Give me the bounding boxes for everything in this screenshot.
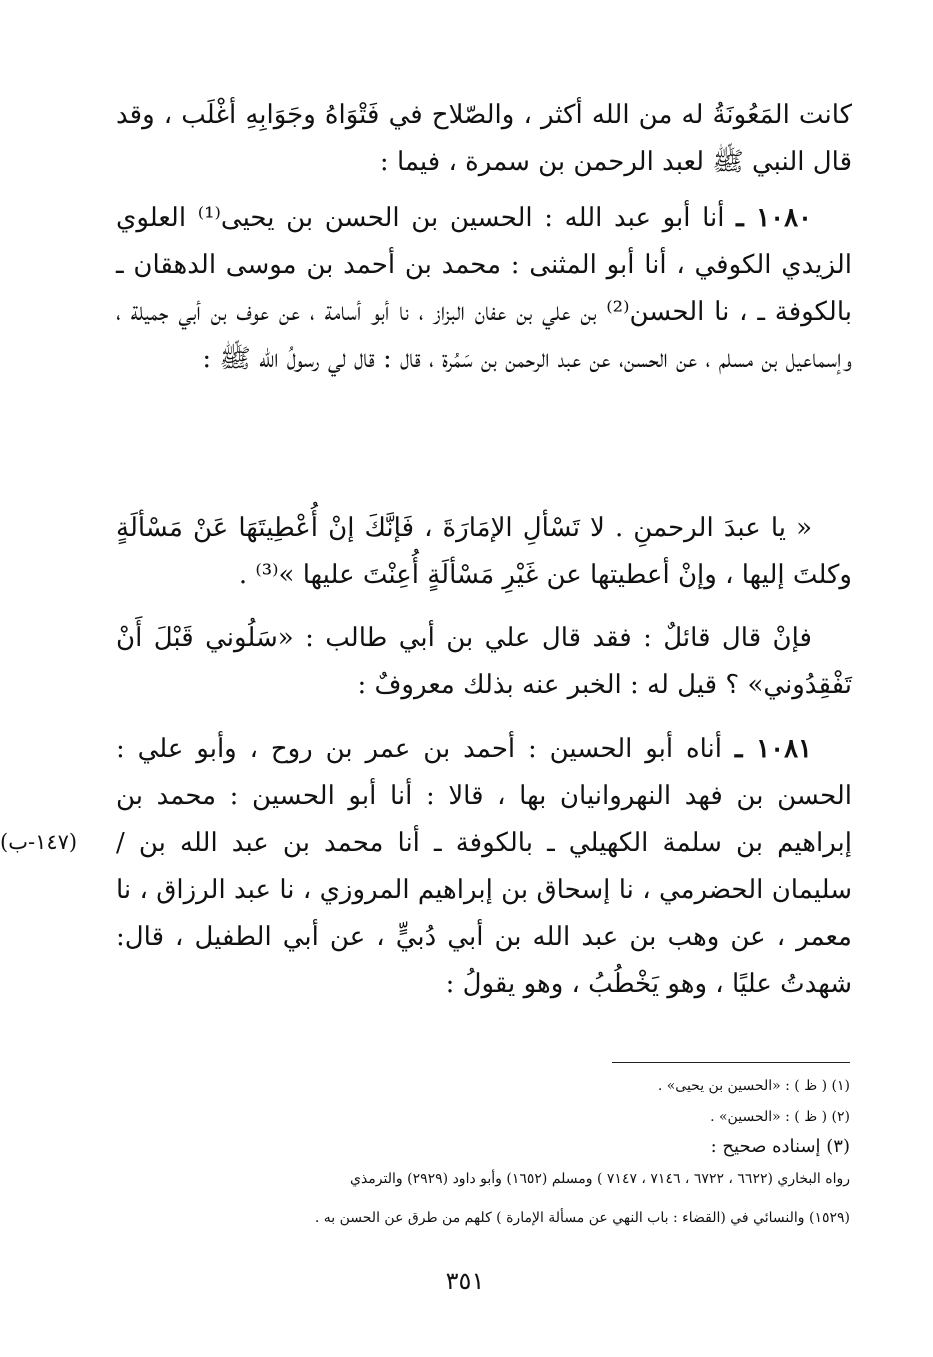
hadith-quote-text: « يا عبدَ الرحمنِ . لا تَسْألِ الإمَارَةَ ، فَإنَّكَ إنْ أُعْطِيتَهَا عَنْ مَسْألَةٍ وكلتَ إليها ، وإنْ أعطيتها عن غَيْرِ مَسْألَةٍ أُعِنْتَ عليها »⁽³⁾ . (116, 513, 852, 590)
hadith-1080-text: أنا أبو عبد الله : الحسين بن الحسن بن يحيى⁽¹⁾ العلوي الزيدي الكوفي ، أنا أبو المثنى : محمد بن أحمد بن موسى الدهقان ـ بالكوفة ـ ، نا الحسن⁽²⁾ بن علي بن عفان البزاز ، نا أبو أسامة ، عن عوف بن أبي جميلة ، وإسماعيل بن مسلم ، عن الحسن، عن عبد الرحمن بن سَمُرة ، قال : قال لي رسولُ الله ﷺ : (116, 203, 852, 374)
hadith-1080 (116, 195, 852, 383)
paragraph-question (116, 615, 852, 709)
hadith-number: ١٠٨١ ـ (734, 734, 813, 764)
manuscript-folio-marker: (١٤٧-ب) (0, 830, 78, 854)
footnote-3-heading: (٣) إسناده صحيح : (710, 1136, 850, 1157)
footnote-3-line-2: (١٥٢٩) والنسائي في (القضاء : باب النهي عن مسألة الإمارة ) كلهم من طرق عن الحسن به . (314, 1210, 850, 1226)
footnote-divider (612, 1062, 850, 1063)
paragraph-intro-text: كانت المَعُونَةُ له من الله أكثر ، والصّلاح في فَتْوَاهُ وجَوَابِهِ أغْلَب ، وقد قال النبي ﷺ لعبد الرحمن بن سمرة ، فيما : (116, 100, 852, 177)
hadith-1081-text: أناه أبو الحسين : أحمد بن عمر بن روح ، وأبو علي : الحسن بن فهد النهروانيان بها ، قالا : أنا أبو الحسين : محمد بن إبراهيم بن سلمة الكهيلي ـ بالكوفة ـ أنا محمد بن عبد الله بن / سليمان الحضرمي ، نا إسحاق بن إبراهيم المروزي ، نا عبد الرزاق ، نا معمر ، عن وهب بن عبد الله بن أبي دُبيٍّ ، عن أبي الطفيل ، قال: شهدتُ عليًا ، وهو يَخْطُبُ ، وهو يقولُ : (116, 734, 852, 999)
footnote-1: (١) ( ظ ) : «الحسين بن يحيى» . (657, 1078, 850, 1094)
footnote-3-line-1: رواه البخاري (٦٦٢٢ ، ٦٧٢٢ ، ٧١٤٦ ، ٧١٤٧ ) ومسلم (١٦٥٢) وأبو داود (٢٩٢٩) والترمذي (349, 1171, 850, 1187)
hadith-number: ١٠٨٠ ـ (736, 203, 813, 233)
paragraph-intro (116, 92, 852, 186)
footnote-2: (٢) ( ظ ) : «الحسين» . (710, 1109, 850, 1125)
paragraph-question-text: فإنْ قال قائلٌ : فقد قال علي بن أبي طالب : «سَلُوني قَبْلَ أَنْ تَفْقِدُوني» ؟ قيل له : الخبر عنه بذلك معروفٌ : (116, 623, 852, 700)
hadith-quote (116, 505, 852, 599)
hadith-1081 (116, 726, 852, 1008)
page-number: ٣٥١ (445, 1267, 485, 1295)
